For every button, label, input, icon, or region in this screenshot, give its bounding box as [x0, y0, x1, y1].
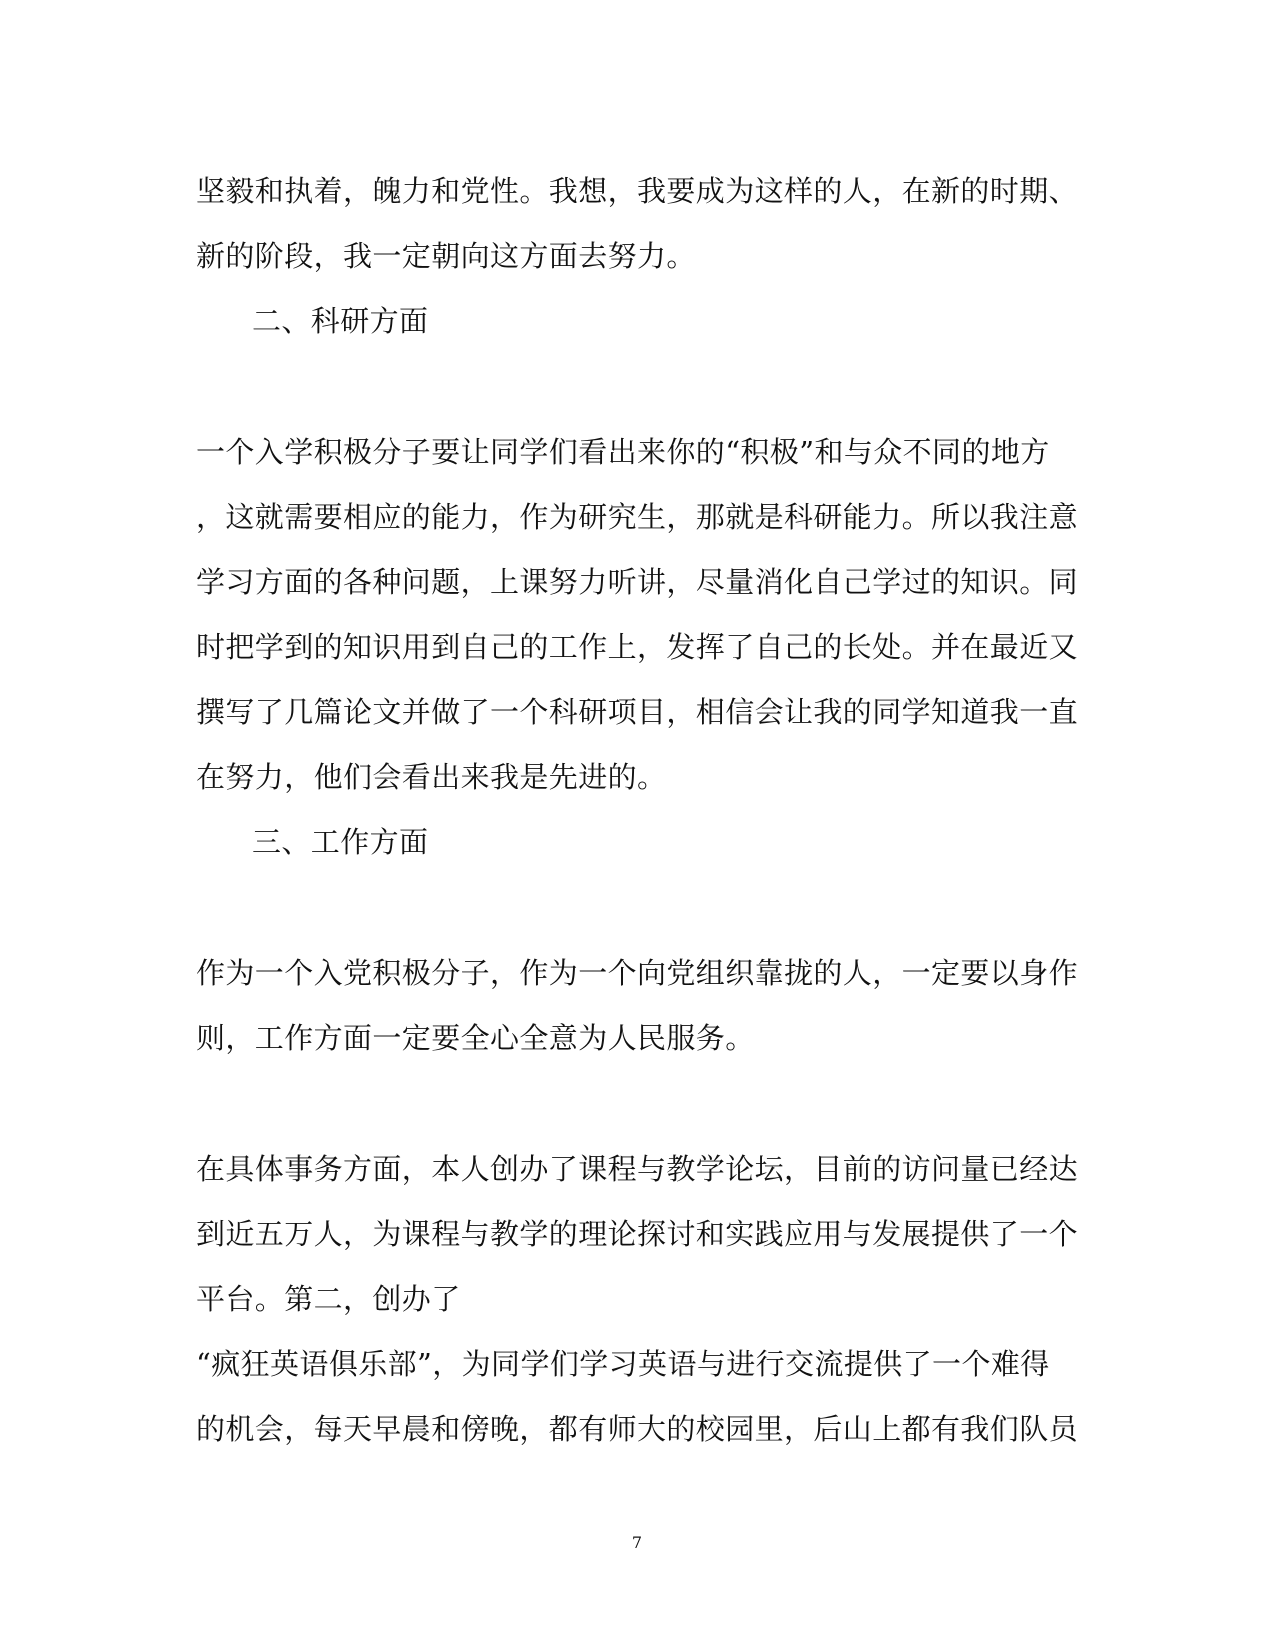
text-line: ，这就需要相应的能力，作为研究生，那就是科研能力。所以我注意: [196, 500, 1079, 534]
text-line: 时把学到的知识用到自己的工作上，发挥了自己的长处。并在最近又: [196, 630, 1079, 664]
text-line: 新的阶段，我一定朝向这方面去努力。: [196, 239, 696, 273]
section-heading-work: 三、工作方面: [252, 825, 429, 859]
text-line: 到近五万人，为课程与教学的理论探讨和实践应用与发展提供了一个: [196, 1217, 1079, 1251]
text-line: 的机会，每天早晨和傍晚，都有师大的校园里，后山上都有我们队员: [196, 1412, 1079, 1446]
text-line: “疯狂英语俱乐部”，为同学们学习英语与进行交流提供了一个难得: [196, 1347, 1050, 1381]
section-heading-research: 二、科研方面: [252, 304, 429, 338]
text-line: 平台。第二，创办了: [196, 1282, 461, 1316]
page-number: 7: [631, 1533, 643, 1552]
text-line: 则，工作方面一定要全心全意为人民服务。: [196, 1021, 755, 1055]
text-line: 在具体事务方面，本人创办了课程与教学论坛，目前的访问量已经达: [196, 1152, 1079, 1186]
text-line: 坚毅和执着，魄力和党性。我想，我要成为这样的人，在新的时期、: [196, 174, 1079, 208]
text-line: 学习方面的各种问题，上课努力听讲，尽量消化自己学过的知识。同: [196, 565, 1079, 599]
text-line: 一个入学积极分子要让同学们看出来你的“积极”和与众不同的地方: [196, 435, 1050, 469]
text-line: 在努力，他们会看出来我是先进的。: [196, 760, 667, 794]
text-line: 撰写了几篇论文并做了一个科研项目，相信会让我的同学知道我一直: [196, 695, 1079, 729]
text-line: 作为一个入党积极分子，作为一个向党组织靠拢的人，一定要以身作: [196, 956, 1079, 990]
